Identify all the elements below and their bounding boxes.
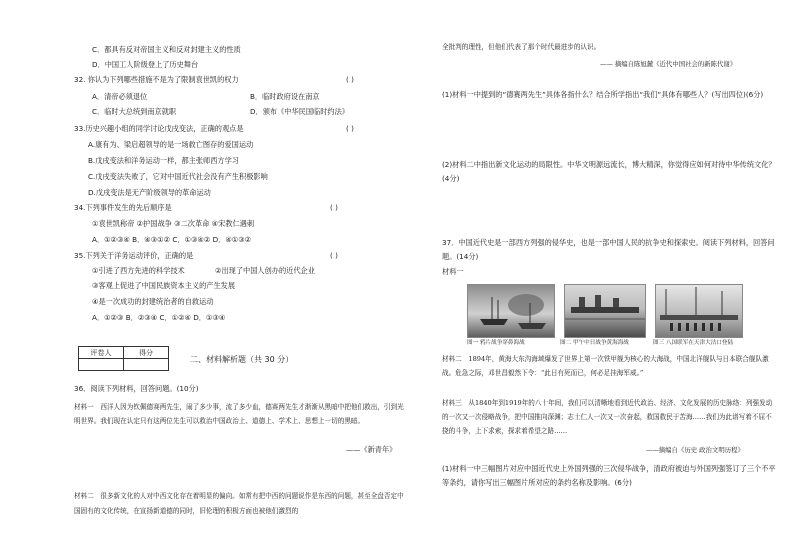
warships-illustration	[565, 285, 645, 337]
q33-option-b: B.戊戌变法和洋务运动一样，都主张师西方学习	[88, 156, 239, 165]
figure-eight-nation-landing	[655, 284, 743, 338]
q36-subquestion-2: (2)材料二中指出新文化运动的局限性。中华文明源远流长，博大精深，你觉得应如何对待中华传统文化？(4分)	[442, 160, 776, 183]
q35-item-4: ④是一次成功的封建统治者的自救运动	[92, 297, 214, 306]
q34-stem: 34.下列事件发生的先后顺序是	[74, 203, 172, 212]
score-cell-score[interactable]	[124, 359, 169, 371]
q33-option-d: D.戊戌变法是无产阶级领导的革命运动	[88, 188, 211, 197]
q32-option-c: C．临时大总统到南京就职	[92, 107, 177, 116]
q36-material-2: 材料二 很多新文化的人对中西文化存在着明显的偏向。如常有把中西的问题说作是东西的问题，甚至全盘否定中国固有的文化传统，在宣扬新道德的同时，旧伦理的积极方面也被他们激烈的	[74, 492, 404, 515]
q35-item-2: ②出现了中国人创办的近代企业	[215, 266, 315, 275]
q34-choices: A．①②③④ B．④③①② C．①③④② D．④①③②	[92, 235, 252, 244]
q33-stem: 33.历史兴趣小组的同学讨论戊戌变法，正确的观点是	[74, 124, 244, 133]
figure-2-caption: 图二 甲午中日战争黄海海战	[560, 340, 629, 346]
q32-bracket: ( )	[346, 75, 354, 84]
q36-material-1-source: ——《新青年》	[346, 445, 397, 454]
q36-stem: 36．阅读下列材料，回答问题。(10分)	[74, 384, 199, 393]
q34-events: ①袁世凯称帝 ②护国战争 ③二次革命 ④宋教仁遇刺	[92, 219, 255, 228]
q37-subquestion-1: (1)材料一中三幅图片对应中国近代史上外国列强的三次侵华战争，清政府被迫与外国列强签订了三个不平等条约，请你写出三幅图片所对应的条约名称及影响。(6分)	[442, 464, 776, 487]
q37-material-2: 材料二 1894年，黄海大东沟海域爆发了世界上第一次铁甲舰为核心的大海战，中国北洋舰队与日本联合舰队激战。危急之际，邓世昌毅然下令：“此日有死而已，何必足挂海军威。”	[442, 355, 769, 377]
q32-stem: 32. 你认为下列哪些措施不是为了限制袁世凯的权力	[74, 75, 239, 84]
q35-stem: 35.下列关于洋务运动评价，正确的是	[74, 251, 194, 260]
q31-option-c: C．都具有反对帝国主义和反对封建主义的性质	[92, 45, 241, 54]
figure-3-caption: 图三 八国联军在天津大沽口登陆	[653, 340, 734, 346]
q31-option-d: D．中国工人阶级登上了历史舞台	[92, 60, 199, 69]
q35-item-1: ①引进了西方先进的科学技术	[92, 266, 185, 275]
q37-material-3: 材料三 从1840年到1919年的八十年间，我们可以清晰地看到近代政治、经济、文化发展的历史脉络：列强发动的一次又一次侵略战争，把中国推向深渊；志士仁人一次又一次奋起，救国救民于苦海……我们为此谱写着不屈不挠的斗争，上下求索，探求着希望之路……	[442, 399, 773, 435]
troops-landing-illustration	[656, 285, 742, 337]
q33-option-c: C.戊戌变法失败了，它对中国近代社会没有产生积极影响	[88, 172, 268, 181]
figure-opium-war-battle	[467, 284, 555, 338]
q33-bracket: ( )	[346, 124, 354, 133]
q34-bracket: ( )	[330, 203, 338, 212]
score-table	[78, 346, 169, 371]
q35-item-3: ③客观上促进了中国民族资本主义的产生发展	[92, 281, 236, 290]
section-title: 二、材料解析题（共 30 分）	[190, 355, 294, 364]
naval-battle-smoke-illustration	[468, 285, 554, 337]
q35-bracket: ( )	[330, 251, 338, 260]
q32-option-b: B．临时政府设在南京	[250, 92, 320, 101]
figure-yellow-sea-battle	[564, 284, 646, 338]
figure-1-caption: 图一 鸦片战争穿鼻海战	[467, 340, 525, 346]
score-header-grader: 评卷人	[79, 347, 124, 359]
q33-option-a: A.康有为、梁启超领导的是一场救亡图存的爱国运动	[88, 140, 254, 149]
score-cell-grader[interactable]	[79, 359, 124, 371]
q32-option-d: D．颁布《中华民国临时约法》	[250, 107, 349, 116]
q37-material-1-label: 材料一	[442, 267, 464, 276]
q37-material-3-source: ——摘编自《历史 政治文明历程》	[646, 446, 744, 454]
q35-choices: A．①②③ B．②③④ C．①②④ D．①③④	[92, 313, 226, 322]
q36-material-1: 材料一 西洋人因为钦佩德赛两先生，闹了多少事，流了多少血，德赛两先生才渐渐从黑暗中把他们救出，引到光明世界。我们现在认定只有这两位先生可以救治中国政治上、道德上、学术上、思想上一切的黑暗。	[74, 403, 404, 425]
q37-stem: 37．中国近代史是一部西方列强的侵华史，也是一部中国人民的抗争史和探索史。阅读下列材料，回答问题。(14分)	[442, 238, 775, 261]
material-2-continued: 全批判的理性，但他们代表了那个时代最进步的认识。	[442, 43, 601, 51]
q32-option-a: A．清帝必须退位	[92, 92, 148, 101]
material-2-source: —— 摘编自陈旭麓《近代中国社会的新陈代谢》	[600, 60, 737, 68]
q36-subquestion-1: (1)材料一中提到的“德赛两先生”具体各指什么？结合所学指出“我们”具体有哪些人？(写出四位)(6分)	[442, 90, 764, 99]
score-header-score: 得分	[124, 347, 169, 359]
